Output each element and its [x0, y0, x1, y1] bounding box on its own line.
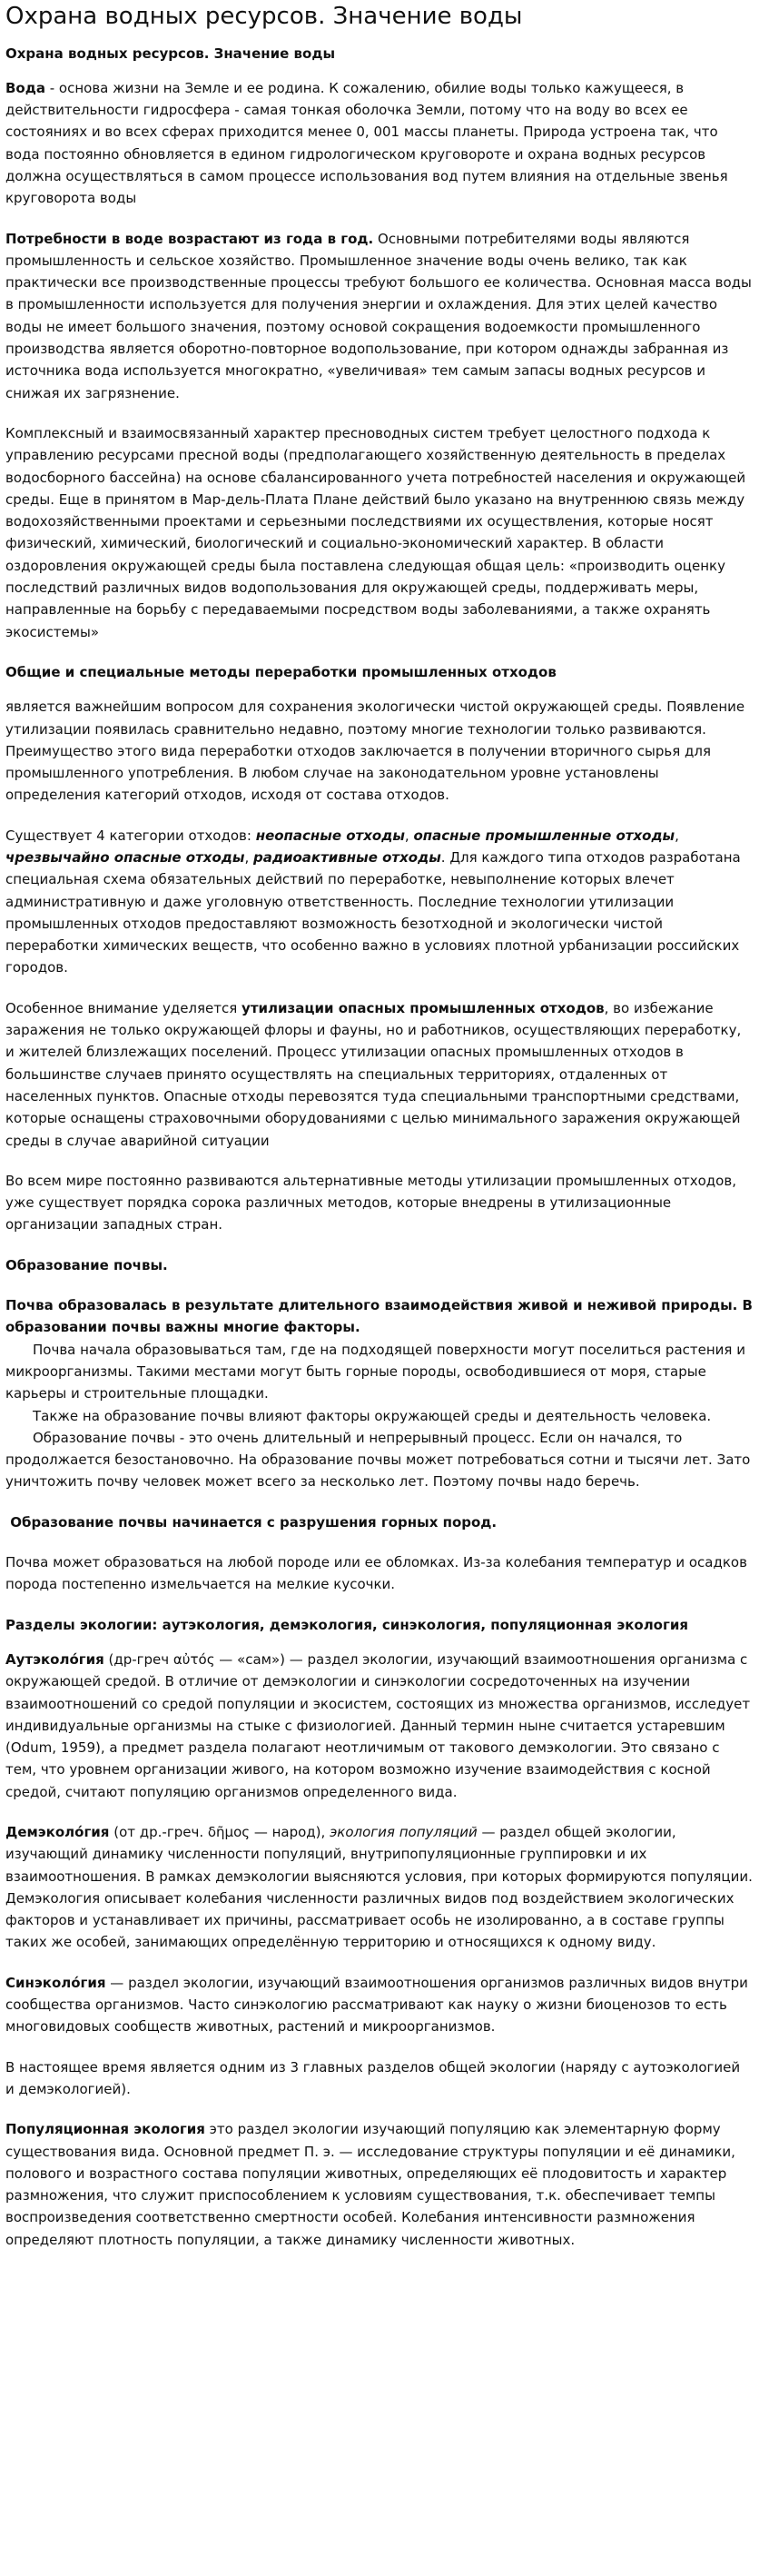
- heading-soil-formation: Образование почвы.: [5, 1256, 168, 1273]
- paragraph-soil-factors: Также на образование почвы влияют факторы окружающей среды и деятельность человека.: [33, 1407, 712, 1424]
- waste-categories-start: Существует 4 категории отходов:: [5, 827, 256, 844]
- term-population-ecology: Популяционная экология: [5, 2121, 205, 2138]
- term-synecology: Синэколо́гия: [5, 1974, 106, 1991]
- demecology-synonym: экология популяций: [330, 1823, 478, 1840]
- page-title: Охрана водных ресурсов. Значение воды: [5, 3, 523, 30]
- paragraph-waste-intro: является важнейшим вопросом для сохранения экологически чистой окружающей среды. Появление утилизации появилась сравнительно недавно, поэтому многие технологии только развиваются. Преимущество этого вида переработки отходов заключается в получении вторичного сырья для промышленного употребления. В любом случае на законодательном уровне установлены определения категорий отходов, исходя от состава отходов.: [5, 698, 745, 804]
- hazardous-disposal-end: , во избежание заражения не только окружающей флоры и фауны, но и работников, осуществляющих переработку, и жителей близлежащих поселений. Процесс утилизации опасных промышленных отходов в большинстве случаев принято осуществлять на специальных территориях, отдаленных от населенных пунктов. Опасные отходы перевозятся туда специальными транспортными средствами, которые оснащены страховочными оборудованиями с целью минимального заражения окружающей среды в случае аварийной ситуации: [5, 999, 742, 1149]
- heading-ecology-sections: Разделы экологии: аутэкология, демэкология, синэкология, популяционная экология: [5, 1616, 688, 1633]
- category-hazardous-industrial: опасные промышленные отходы: [413, 827, 675, 844]
- paragraph-population-ecology: [5, 2118, 753, 2251]
- category-nonhazardous: неопасные отходы: [255, 827, 405, 844]
- hazardous-disposal-start: Особенное внимание уделяется: [5, 999, 242, 1016]
- category-extremely-hazardous: чрезвычайно опасные отходы: [5, 849, 245, 866]
- paragraph-alternative-methods: Во всем мире постоянно развиваются альтернативные методы утилизации промышленных отходов, уже существует порядка сорока различных методов, которые внедрены в утилизационные организации западных стран.: [5, 1172, 736, 1234]
- paragraph-water-needs: [5, 228, 753, 404]
- hazardous-disposal-term: утилизации опасных промышленных отходов: [242, 999, 605, 1016]
- paragraph-waste-categories: [5, 825, 753, 979]
- paragraph-synecology: [5, 1972, 753, 2038]
- paragraph-demecology: [5, 1821, 753, 1954]
- category-radioactive: радиоактивные отходы: [253, 849, 441, 866]
- synecology-text: — раздел экологии, изучающий взаимоотношения организмов различных видов внутри сообщества организмов. Часто синэкологию рассматривают как науку о жизни биоценозов то есть многовидовых сообществ животных, растений и микроорганизмов.: [5, 1974, 748, 2036]
- paragraph-water: [5, 77, 753, 210]
- demecology-text: — раздел общей экологии, изучающий динамику численности популяций, внутрипопуляционные группировки и их взаимоотношения. В рамках демэкологии выясняются условия, при которых формируются популяции. Демэкология описывает колебания численности различных видов под воздействием экологических факторов и устанавливает их причины, рассматривает особь не изолированно, а в составе группы таких же особей, занимающих определённую территорию и относящихся к одному виду.: [5, 1823, 753, 1951]
- term-demecology: Демэколо́гия: [5, 1823, 110, 1840]
- paragraph-freshwater-systems: Комплексный и взаимосвязанный характер пресноводных систем требует целостного подхода к управлению ресурсами пресной воды (предполагающего хозяйственную деятельность в пределах водосборного бассейна) на основе сбалансированного учета потребностей населения и окружающей среды. Еще в принятом в Мар-дель-Плата Плане действий было указано на внутреннюю связь между водохозяйственными проектами и серьезными последствиями их осуществления, которые носят физический, химический, биологический и социально-экономический характер. В области оздоровления окружающей среды была поставлена следующая общая цель: «производить оценку последствий различных видов водопользования для окружающей среды, поддерживать меры, направленные на борьбу с передаваемыми посредством воды заболеваниями, а также охранять экосистемы»: [5, 424, 746, 640]
- heading-waste-methods: Общие и специальные методы переработки промышленных отходов: [5, 663, 557, 680]
- paragraph-soil-rock: Почва может образоваться на любой породе или ее обломках. Из-за колебания температур и осадков порода постепенно измельчается на мелкие кусочки.: [5, 1554, 747, 1593]
- demecology-etymology: (от др.-греч. δῆμος — народ),: [109, 1823, 330, 1840]
- paragraph-water-needs-text: Основными потребителями воды являются промышленность и сельское хозяйство. Промышленное значение воды очень велико, так как практически все производственные процессы требуют большого ее количества. Основная масса воды в промышленности используется для получения энергии и охлаждения. Для этих целей качество воды не имеет большого значения, поэтому основой сокращения водоемкости промышленного производства является оборотно-повторное водопользование, при котором однажды забранная из источника вода используется многократно, «увеличивая» тем самым запасы водных ресурсов и снижая их загрязнение.: [5, 230, 752, 401]
- paragraph-autecology: [5, 1649, 753, 1803]
- lead-water-needs: Потребности в воде возрастают из года в год.: [5, 230, 374, 247]
- waste-categories-end: . Для каждого типа отходов разработана специальная схема обязательных действий по переработке, невыполнение которых влечет административную и даже уголовную ответственность. Последние технологии утилизации промышленных отходов предоставляют возможность безотходной и экологически чистой переработки химических веществ, что особенно важно в условиях плотной урбанизации российских городов.: [5, 849, 741, 976]
- paragraph-soil-duration: Образование почвы - это очень длительный и непрерывный процесс. Если он начался, то продолжается безостановочно. На образование почвы может потребоваться сотни и тысячи лет. Зато уничтожить почву человек может всего за несколько лет. Поэтому почвы надо беречь.: [5, 1429, 751, 1491]
- paragraph-hazardous-disposal: [5, 997, 753, 1152]
- heading-rock-weathering: Образование почвы начинается с разрушения горных пород.: [5, 1513, 498, 1531]
- autecology-text: (др-греч αὐτός — «сам») — раздел экологии, изучающий взаимоотношения организма с окружающей средой. В отличие от демэкологии и синэкологии сосредоточенных на изучении взаимоотношений со средой популяции и экосистем, состоящих из множества организмов, исследует индивидуальные организмы на стыке с физиологией. Данный термин ныне считается устаревшим (Odum, 1959), а предмет раздела полагают неотличимым от такового демэкологии. Это связано с тем, что уровнем организации живого, на котором возможно изучение взаимодействия с косной средой, считают популяцию организмов определенного вида.: [5, 1650, 751, 1800]
- paragraph-water-text: - основа жизни на Земле и ее родина. К сожалению, обилие воды только кажущееся, в действительности гидросфера - самая тонкая оболочка Земли, потому что на воду во всех ее состояниях и во всех сферах приходится менее 0, 001 массы планеты. Природа устроена так, что вода постоянно обновляется в едином гидрологическом круговороте и охрана водных ресурсов должна осуществляться в самом процессе использования вод путем влияния на отдельные звенья круговорота воды: [5, 79, 728, 207]
- paragraph-synecology-status: В настоящее время является одним из 3 главных разделов общей экологии (наряду с аутоэкологией и демэкологией).: [5, 2058, 741, 2097]
- soil-bold-lead: [5, 1294, 753, 1339]
- paragraph-soil-start: Почва начала образовываться там, где на подходящей поверхности могут поселиться растения и микроорганизмы. Такими местами могут быть горные породы, освободившиеся от моря, старые карьеры и строительные площадки.: [5, 1341, 745, 1402]
- term-water: Вода: [5, 79, 45, 96]
- population-ecology-text: это раздел экологии изучающий популяцию как элементарную форму существования вида. Основной предмет П. э. — исследование структуры популяции и её динамики, полового и возрастного состава популяции животных, определяющих её плодовитость и характер размножения, что служит приспособлением к условиям существования, т.к. обеспечивает темпы воспроизведения соответственно смертности особей. Колебания интенсивности размножения определяют плотность популяции, а также динамику численности животных.: [5, 2121, 735, 2248]
- category-separator: ,: [675, 827, 679, 844]
- article-subtitle: Охрана водных ресурсов. Значение воды: [5, 45, 336, 62]
- category-separator: ,: [244, 849, 254, 866]
- category-separator: ,: [404, 827, 414, 844]
- soil-bold-lead-text: Почва образовалась в результате длительного взаимодействия живой и неживой природы. В образовании почвы важны многие факторы.: [5, 1297, 753, 1336]
- term-autecology: Аутэколо́гия: [5, 1650, 104, 1668]
